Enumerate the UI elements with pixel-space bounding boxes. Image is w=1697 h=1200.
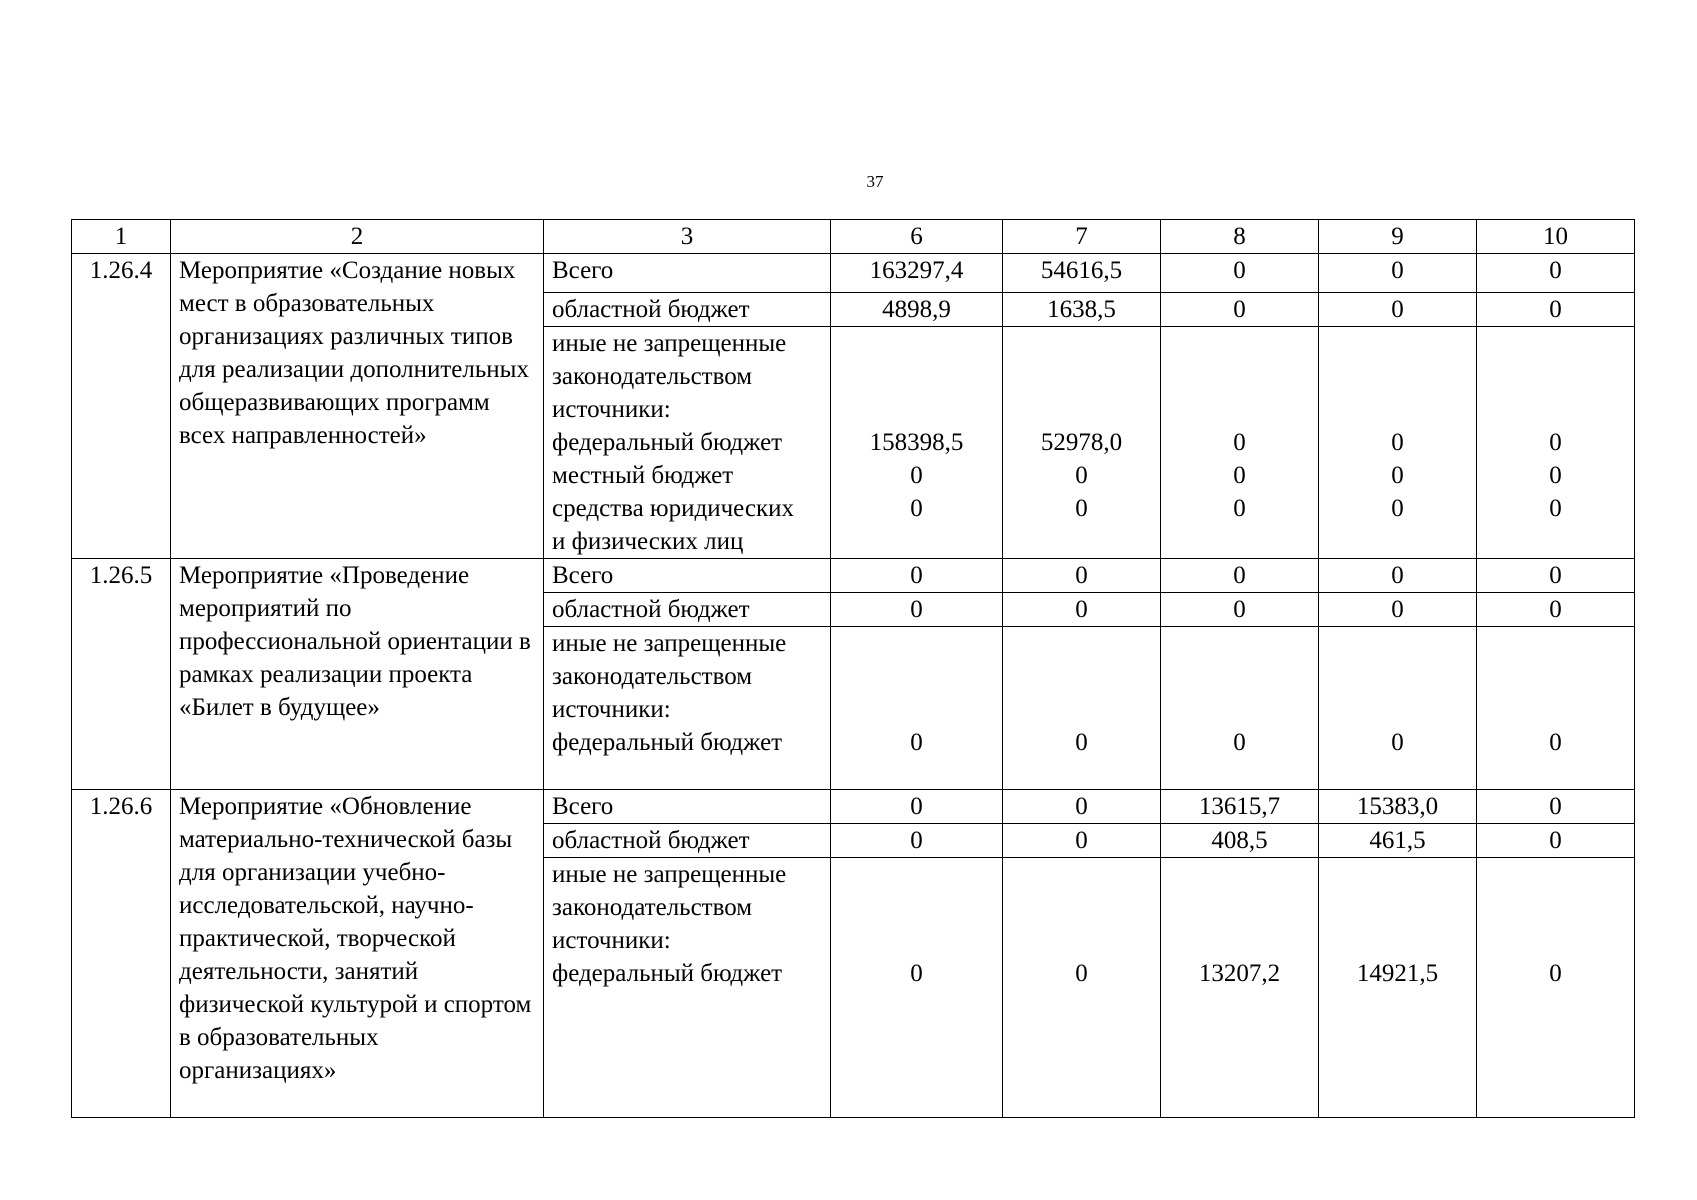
value-cell: 163297,4 [831,254,1003,293]
value-cell: 0 [1319,293,1477,327]
value-cell: 14921,5 [1319,858,1477,1118]
value-cell: 0 [831,627,1003,790]
source-line: законодательством [552,894,753,921]
source-label [544,627,831,790]
value-cell: 0 [1161,627,1319,790]
value-cell: 0 [1319,559,1477,593]
source-label: областной бюджет [544,593,831,627]
value: 0 [1233,495,1246,522]
value-cell: 0 [1003,824,1161,858]
value-cell: 0 [1319,627,1477,790]
value-cell: 15383,0 [1319,790,1477,824]
table-row [72,559,1635,593]
item-name: Мероприятие «Создание новых мест в образовательных организациях различных типов для реализации дополнительных общеразвивающих программ всех направленностей» [171,254,544,559]
source-line: источники: [552,696,671,723]
value-cell: 0 [1477,254,1635,293]
source-line: иные не запрещенные [552,630,787,657]
page-number: 37 [866,172,884,191]
value-cell: 0 [831,790,1003,824]
source-line: федеральный бюджет [552,960,783,987]
value-cell: 0 [1477,627,1635,790]
source-label: Всего [544,254,831,293]
value-cell: 408,5 [1161,824,1319,858]
item-name: Мероприятие «Проведение мероприятий по профессиональной ориентации в рамках реализации проекта «Билет в будущее» [171,559,544,790]
column-header: 1 [72,220,171,254]
value: 0 [1391,462,1404,489]
value-cell: 13615,7 [1161,790,1319,824]
value-cell: 0 [1003,790,1161,824]
budget-table [71,219,1635,1118]
value-cell: 54616,5 [1003,254,1161,293]
value: 158398,5 [869,429,964,456]
value-cell: 0 [1161,559,1319,593]
value-cell: 0 [1477,790,1635,824]
source-line: законодательством [552,663,753,690]
item-code: 1.26.5 [72,559,171,790]
column-header: 10 [1477,220,1635,254]
value-cell: 0 [1003,559,1161,593]
value: 0 [1075,495,1088,522]
item-code: 1.26.6 [72,790,171,1118]
source-line: федеральный бюджет [552,429,783,456]
value-cell: 0 [831,858,1003,1118]
source-line: федеральный бюджет [552,729,783,756]
value-cell: 0 [1319,593,1477,627]
value-cell: 0 [1161,254,1319,293]
value-cell [1477,327,1635,559]
value: 0 [1549,495,1562,522]
source-label: Всего [544,559,831,593]
source-label: Всего [544,790,831,824]
value-cell: 0 [1477,824,1635,858]
source-line: иные не запрещенные [552,330,787,357]
value-cell: 4898,9 [831,293,1003,327]
value-cell: 0 [831,593,1003,627]
header-row [72,220,1635,254]
item-code: 1.26.4 [72,254,171,559]
value-cell: 0 [831,559,1003,593]
value-cell: 0 [1161,293,1319,327]
value-cell: 0 [1477,293,1635,327]
value: 0 [910,462,923,489]
value: 52978,0 [1040,429,1123,456]
value: 0 [1549,429,1562,456]
column-header: 9 [1319,220,1477,254]
column-header: 6 [831,220,1003,254]
value-cell: 0 [831,824,1003,858]
source-line: источники: [552,927,671,954]
item-name: Мероприятие «Обновление материально-технической базы для организации учебно-исследовательской, научно-практической, творческой деятельности, занятий физической культурой и спортом в образовательных организациях» [171,790,544,1118]
column-header: 2 [171,220,544,254]
value-cell [1161,327,1319,559]
source-line: и физических лиц [552,528,744,555]
value-cell: 461,5 [1319,824,1477,858]
value-cell: 0 [1319,254,1477,293]
source-label [544,327,831,559]
column-header: 3 [544,220,831,254]
source-label: областной бюджет [544,824,831,858]
value-cell [831,327,1003,559]
value: 0 [1391,429,1404,456]
table-row [72,790,1635,824]
value-cell [1319,327,1477,559]
source-label [544,858,831,1118]
value-cell: 0 [1161,593,1319,627]
value-cell: 0 [1003,627,1161,790]
column-header: 8 [1161,220,1319,254]
value: 0 [1233,462,1246,489]
value-cell: 0 [1477,593,1635,627]
source-line: средства юридических [552,495,794,522]
value-cell: 1638,5 [1003,293,1161,327]
value-cell [1003,327,1161,559]
value: 0 [1075,462,1088,489]
column-header: 7 [1003,220,1161,254]
source-label: областной бюджет [544,293,831,327]
value-cell: 0 [1477,858,1635,1118]
source-line: местный бюджет [552,462,734,489]
value-cell: 0 [1003,593,1161,627]
value-cell: 0 [1477,559,1635,593]
value: 0 [1233,429,1246,456]
value: 0 [1391,495,1404,522]
value-cell: 13207,2 [1161,858,1319,1118]
value: 0 [910,495,923,522]
source-line: источники: [552,396,671,423]
value: 0 [1549,462,1562,489]
source-line: иные не запрещенные [552,861,787,888]
table-row [72,254,1635,293]
value-cell: 0 [1003,858,1161,1118]
source-line: законодательством [552,363,753,390]
